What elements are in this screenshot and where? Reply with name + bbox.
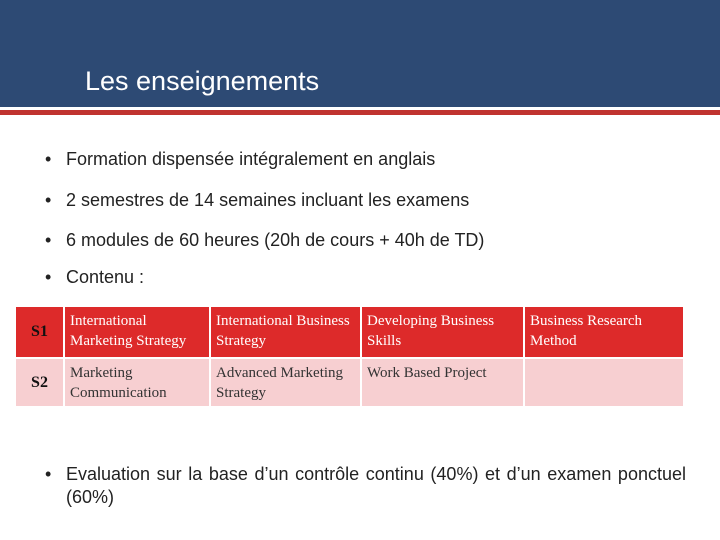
bullet-dot-icon: • [45, 230, 52, 250]
semester-label: S2 [16, 359, 63, 406]
bullet-text: Formation dispensée intégralement en anglais [66, 149, 436, 169]
module-cell: Marketing Communication [65, 359, 209, 406]
bullet-text: Contenu : [66, 267, 145, 287]
module-cell: Work Based Project [362, 359, 523, 406]
module-cell: Advanced Marketing Strategy [211, 359, 360, 406]
bullet-dot-icon: • [45, 267, 52, 287]
semester-label: S1 [16, 307, 63, 357]
table-row-s2 [16, 359, 683, 406]
module-cell-empty [525, 359, 683, 406]
title-banner [0, 0, 720, 107]
module-cell: Developing Business Skills [362, 307, 523, 357]
bullet-text: 2 semestres de 14 semaines incluant les examens [66, 190, 470, 210]
evaluation-text: Evaluation sur la base d’un contrôle continu (40%) et d’un examen ponctuel (60%) [66, 464, 686, 507]
module-cell: International Business Strategy [211, 307, 360, 357]
evaluation-bullet [45, 463, 685, 509]
module-cell: Business Research Method [525, 307, 683, 357]
table-row-s1 [16, 307, 683, 357]
module-cell: International Marketing Strategy [65, 307, 209, 357]
bullet-dot-icon: • [45, 190, 52, 210]
header-divider-red [0, 110, 720, 115]
bullet-text: 6 modules de 60 heures (20h de cours + 40h de TD) [66, 230, 485, 250]
bullet-dot-icon: • [45, 149, 52, 169]
modules-table [14, 305, 685, 408]
bullet-dot-icon: • [45, 464, 52, 484]
page-title: Les enseignements [85, 66, 320, 96]
